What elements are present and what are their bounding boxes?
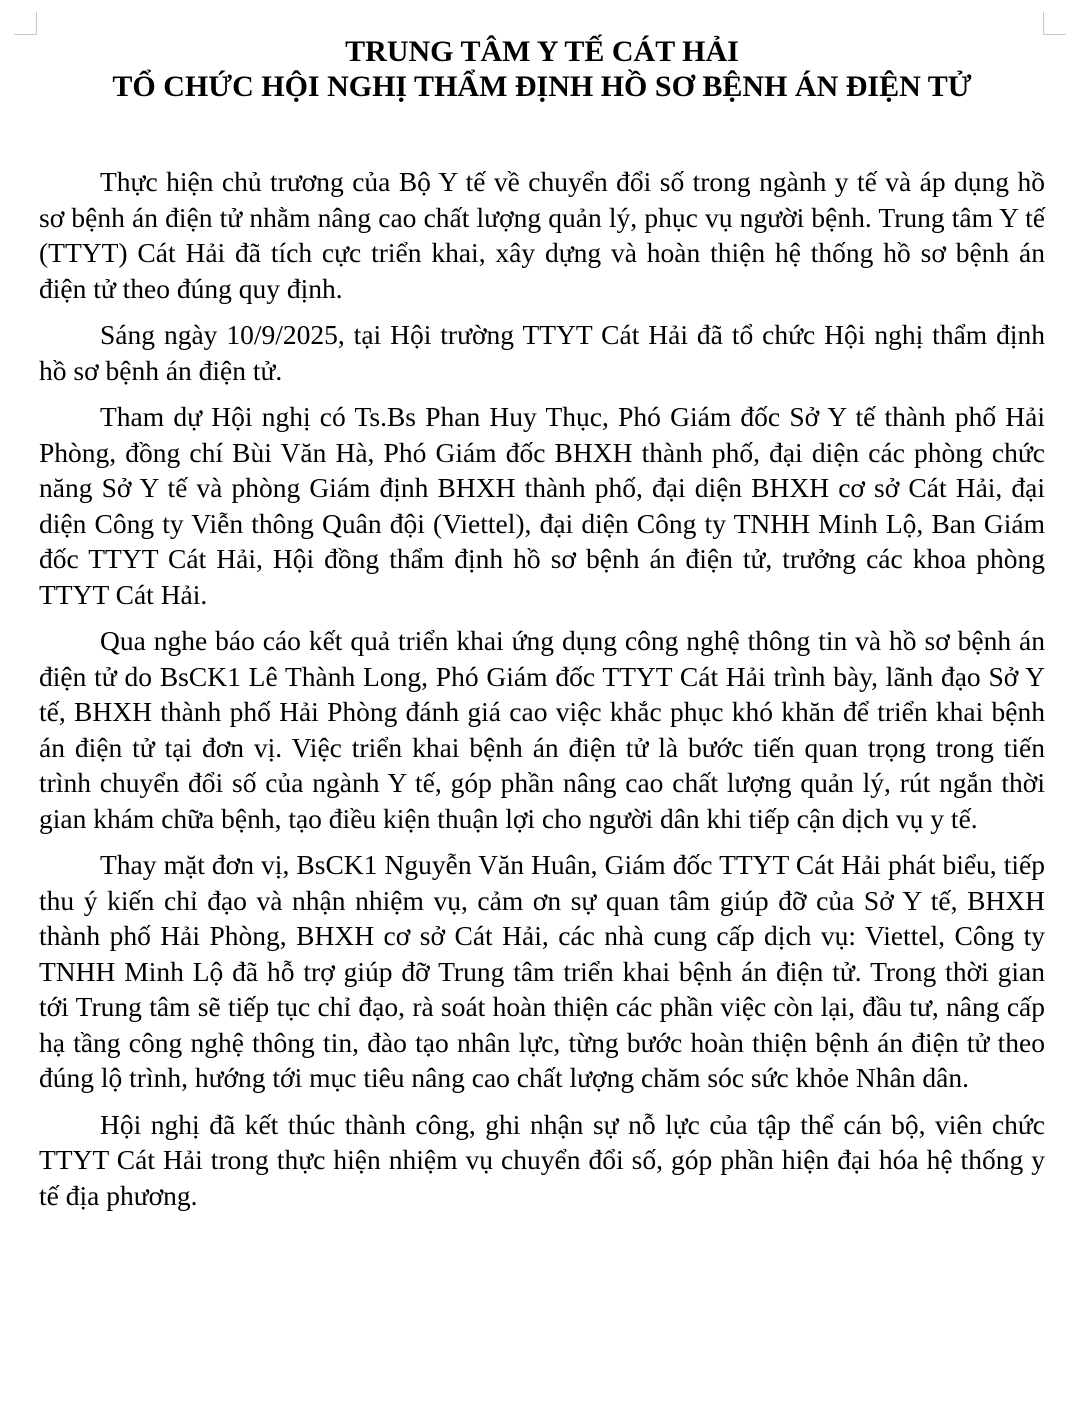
top-left-crop-mark bbox=[14, 12, 37, 35]
paragraph-event-date: Sáng ngày 10/9/2025, tại Hội trường TTYT Cát Hải đã tổ chức Hội nghị thẩm định hồ sơ bệnh án điện tử. bbox=[39, 319, 1045, 386]
title-line-headline: TỔ CHỨC HỘI NGHỊ THẨM ĐỊNH HỒ SƠ BỆNH ÁN ĐIỆN TỬ bbox=[112, 70, 972, 103]
document-body bbox=[39, 164, 1045, 1213]
document-title bbox=[39, 34, 1045, 104]
top-right-crop-mark bbox=[1043, 12, 1066, 35]
paragraph-report: Qua nghe báo cáo kết quả triển khai ứng dụng công nghệ thông tin và hồ sơ bệnh án điện tử do BsCK1 Lê Thành Long, Phó Giám đốc TTYT Cát Hải trình bày, lãnh đạo Sở Y tế, BHXH thành phố Hải Phòng đánh giá cao việc khắc phục khó khăn để triển khai bệnh án điện tử tại đơn vị. Việc triển khai bệnh án điện tử là bước tiến quan trọng trong tiến trình chuyển đổi số của ngành Y tế, góp phần nâng cao chất lượng quản lý, rút ngắn thời gian khám chữa bệnh, tạo điều kiện thuận lợi cho người dân khi tiếp cận dịch vụ y tế. bbox=[39, 625, 1045, 834]
paragraph-conclusion: Hội nghị đã kết thúc thành công, ghi nhận sự nỗ lực của tập thể cán bộ, viên chức TTYT Cát Hải trong thực hiện nhiệm vụ chuyển đổi số, góp phần hiện đại hóa hệ thống y tế địa phương. bbox=[39, 1108, 1045, 1211]
document-content bbox=[39, 34, 1045, 1224]
paragraph-director-speech: Thay mặt đơn vị, BsCK1 Nguyễn Văn Huân, Giám đốc TTYT Cát Hải phát biểu, tiếp thu ý kiến chỉ đạo và nhận nhiệm vụ, cảm ơn sự quan tâm giúp đỡ của Sở Y tế, BHXH thành phố Hải Phòng, BHXH cơ sở Cát Hải, các nhà cung cấp dịch vụ: Viettel, Công ty TNHH Minh Lộ đã hỗ trợ giúp đỡ Trung tâm triển khai bệnh án điện tử. Trong thời gian tới Trung tâm sẽ tiếp tục chỉ đạo, rà soát hoàn thiện các phần việc còn lại, đầu tư, nâng cấp hạ tầng công nghệ thông tin, đào tạo nhân lực, từng bước hoàn thiện bệnh án điện tử theo đúng lộ trình, hướng tới mục tiêu nâng cao chất lượng chăm sóc sức khỏe Nhân dân. bbox=[39, 849, 1045, 1093]
title-line-organization: TRUNG TÂM Y TẾ CÁT HẢI bbox=[345, 35, 739, 68]
paragraph-introduction: Thực hiện chủ trương của Bộ Y tế về chuyển đổi số trong ngành y tế và áp dụng hồ sơ bệnh án điện tử nhằm nâng cao chất lượng quản lý, phục vụ người bệnh. Trung tâm Y tế (TTYT) Cát Hải đã tích cực triển khai, xây dựng và hoàn thiện hệ thống hồ sơ bệnh án điện tử theo đúng quy định. bbox=[39, 166, 1045, 304]
paragraph-attendees: Tham dự Hội nghị có Ts.Bs Phan Huy Thục, Phó Giám đốc Sở Y tế thành phố Hải Phòng, đồng chí Bùi Văn Hà, Phó Giám đốc BHXH thành phố, đại diện các phòng chức năng Sở Y tế và phòng Giám định BHXH thành phố, đại diện BHXH cơ sở Cát Hải, đại diện Công ty Viễn thông Quân đội (Viettel), đại diện Công ty TNHH Minh Lộ, Ban Giám đốc TTYT Cát Hải, Hội đồng thẩm định hồ sơ bệnh án điện tử, trưởng các khoa phòng TTYT Cát Hải. bbox=[39, 401, 1045, 610]
